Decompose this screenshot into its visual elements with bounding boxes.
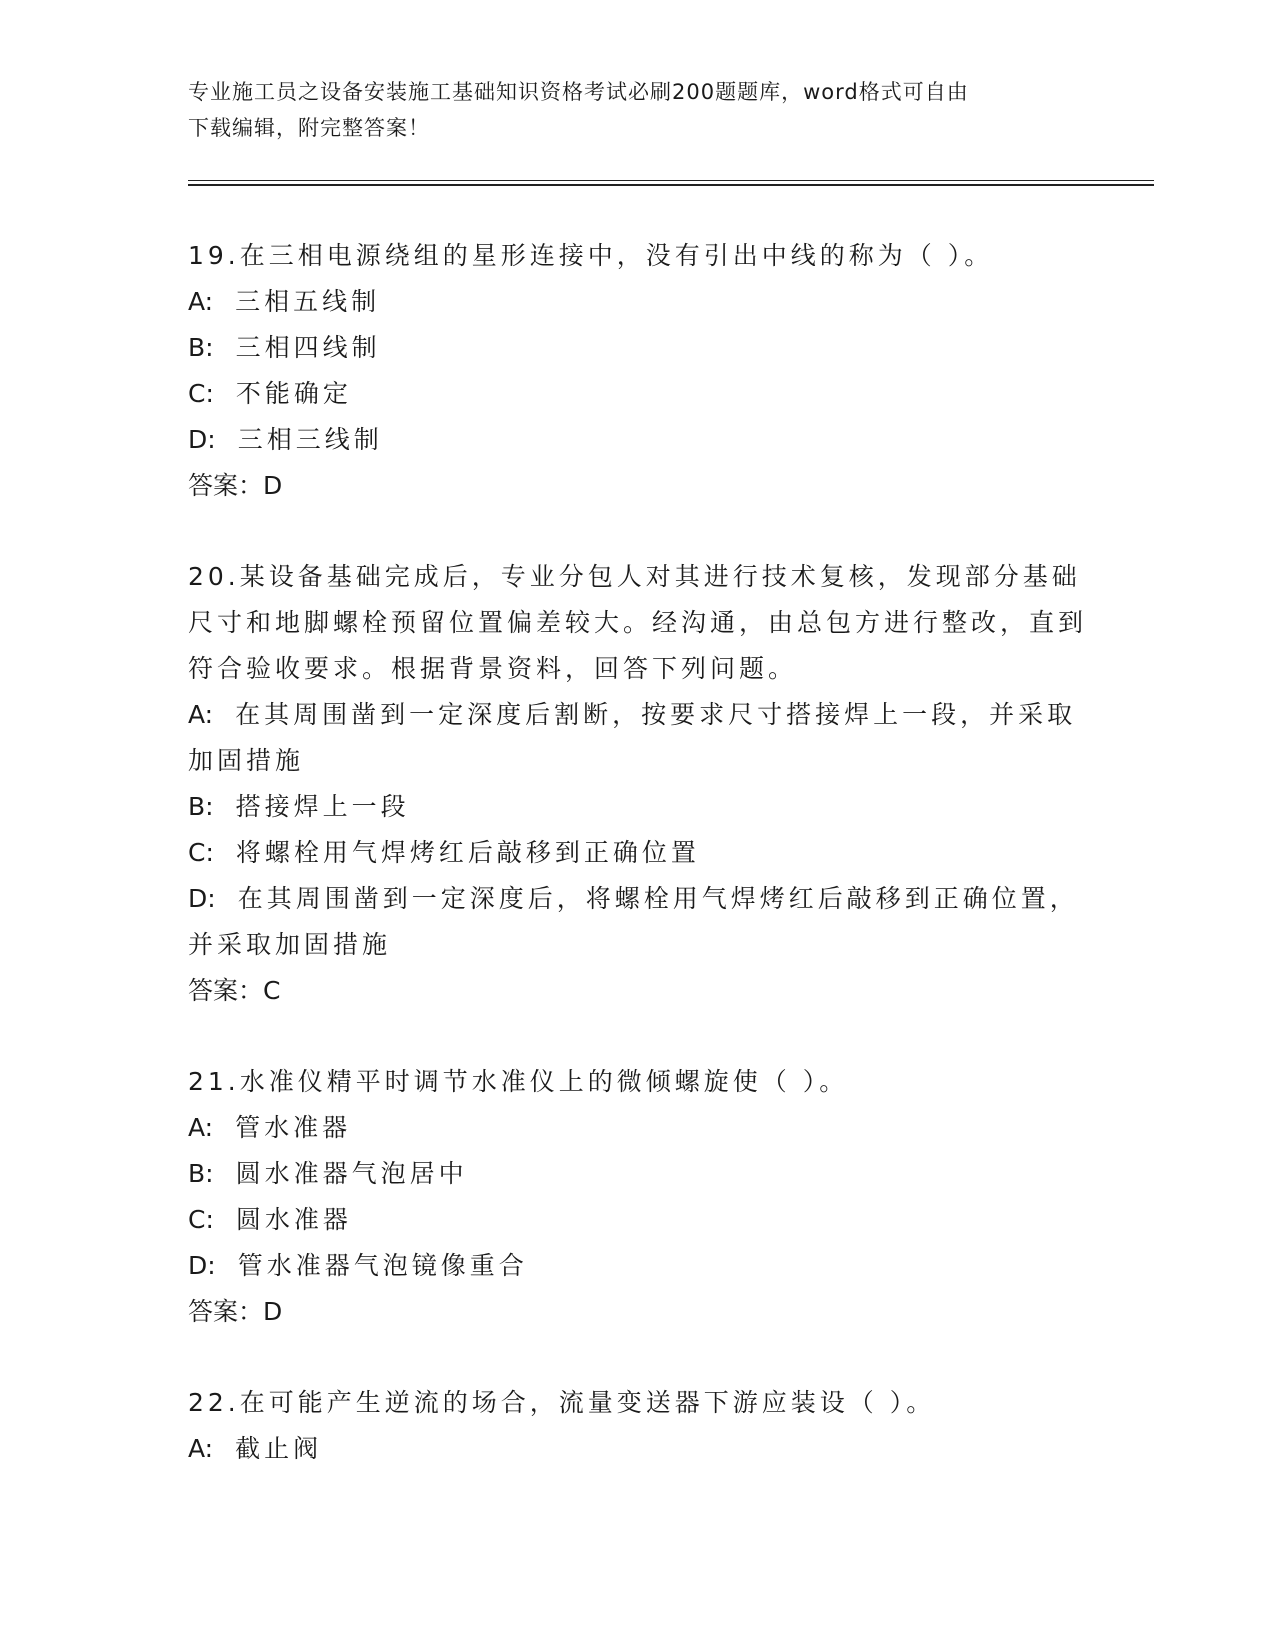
- option-b: [188, 1151, 1088, 1197]
- answer-value: D: [263, 471, 287, 500]
- question-20: [188, 554, 1088, 1014]
- option-a: [188, 279, 1088, 325]
- option-letter: A:: [188, 700, 214, 729]
- option-d: [188, 876, 1088, 968]
- option-a: [188, 692, 1088, 784]
- option-text: 圆水准器: [235, 1205, 352, 1234]
- question-number: 20.: [188, 562, 240, 591]
- option-letter: C:: [188, 1205, 214, 1234]
- question-stem: [188, 554, 1088, 692]
- answer-value: C: [263, 976, 285, 1005]
- answer-label: 答案：: [188, 1297, 264, 1326]
- option-letter: D:: [188, 1251, 216, 1280]
- question-text: 在可能产生逆流的场合，流量变送器下游应装设（ ）。: [239, 1388, 936, 1417]
- option-letter: C:: [188, 379, 214, 408]
- answer-label: 答案：: [188, 976, 264, 1005]
- option-d: [188, 1243, 1088, 1289]
- option-letter: D:: [188, 425, 216, 454]
- option-text: 在其周围凿到一定深度后，将螺栓用气焊烤红后敲移到正确位置，并采取加固措施: [188, 884, 1079, 959]
- question-stem: [188, 1059, 1088, 1105]
- option-text: 三相三线制: [237, 425, 383, 454]
- question-number: 22.: [188, 1388, 240, 1417]
- option-letter: A:: [188, 1434, 214, 1463]
- question-21: [188, 1059, 1088, 1335]
- option-text: 管水准器气泡镜像重合: [237, 1251, 528, 1280]
- question-stem: [188, 1380, 1088, 1426]
- option-text: 管水准器: [235, 1113, 352, 1142]
- option-text: 圆水准器气泡居中: [235, 1159, 468, 1188]
- question-text: 水准仪精平时调节水准仪上的微倾螺旋使（ ）。: [239, 1067, 849, 1096]
- option-b: [188, 784, 1088, 830]
- option-b: [188, 325, 1088, 371]
- option-letter: B:: [188, 333, 214, 362]
- option-text: 在其周围凿到一定深度后割断，按要求尺寸搭接焊上一段，并采取加固措施: [188, 700, 1077, 775]
- header-title-line1: 专业施工员之设备安装施工基础知识资格考试必刷200题题库，word格式可自由: [188, 80, 969, 104]
- question-text: 在三相电源绕组的星形连接中，没有引出中线的称为（ ）。: [239, 241, 994, 270]
- option-c: [188, 1197, 1088, 1243]
- option-a: [188, 1426, 1088, 1472]
- question-19: [188, 233, 1088, 509]
- question-number: 21.: [188, 1067, 240, 1096]
- option-a: [188, 1105, 1088, 1151]
- question-stem: [188, 233, 1088, 279]
- option-letter: A:: [188, 1113, 214, 1142]
- option-letter: D:: [188, 884, 216, 913]
- option-c: [188, 830, 1088, 876]
- option-text: 三相五线制: [235, 287, 381, 316]
- option-text: 三相四线制: [235, 333, 381, 362]
- option-letter: A:: [188, 287, 214, 316]
- answer-line: [188, 968, 1088, 1014]
- header-rule-thin: [188, 180, 1154, 181]
- answer-label: 答案：: [188, 471, 264, 500]
- question-list: [188, 233, 1088, 1472]
- header-title-line2: 下载编辑，附完整答案！: [188, 116, 430, 140]
- answer-line: [188, 463, 1088, 509]
- option-text: 不能确定: [235, 379, 352, 408]
- option-letter: B:: [188, 1159, 214, 1188]
- answer-value: D: [263, 1297, 287, 1326]
- option-text: 截止阀: [235, 1434, 323, 1463]
- option-d: [188, 417, 1088, 463]
- answer-line: [188, 1289, 1088, 1335]
- option-c: [188, 371, 1088, 417]
- page-header: [188, 74, 1088, 146]
- question-22: [188, 1380, 1088, 1472]
- question-number: 19.: [188, 241, 240, 270]
- option-letter: C:: [188, 838, 214, 867]
- option-text: 搭接焊上一段: [235, 792, 410, 821]
- header-rule-thick: [188, 184, 1154, 186]
- question-text: 某设备基础完成后，专业分包人对其进行技术复核，发现部分基础尺寸和地脚螺栓预留位置偏差较大。经沟通，由总包方进行整改，直到符合验收要求。根据背景资料，回答下列问题。: [188, 562, 1088, 683]
- option-letter: B:: [188, 792, 214, 821]
- option-text: 将螺栓用气焊烤红后敲移到正确位置: [235, 838, 700, 867]
